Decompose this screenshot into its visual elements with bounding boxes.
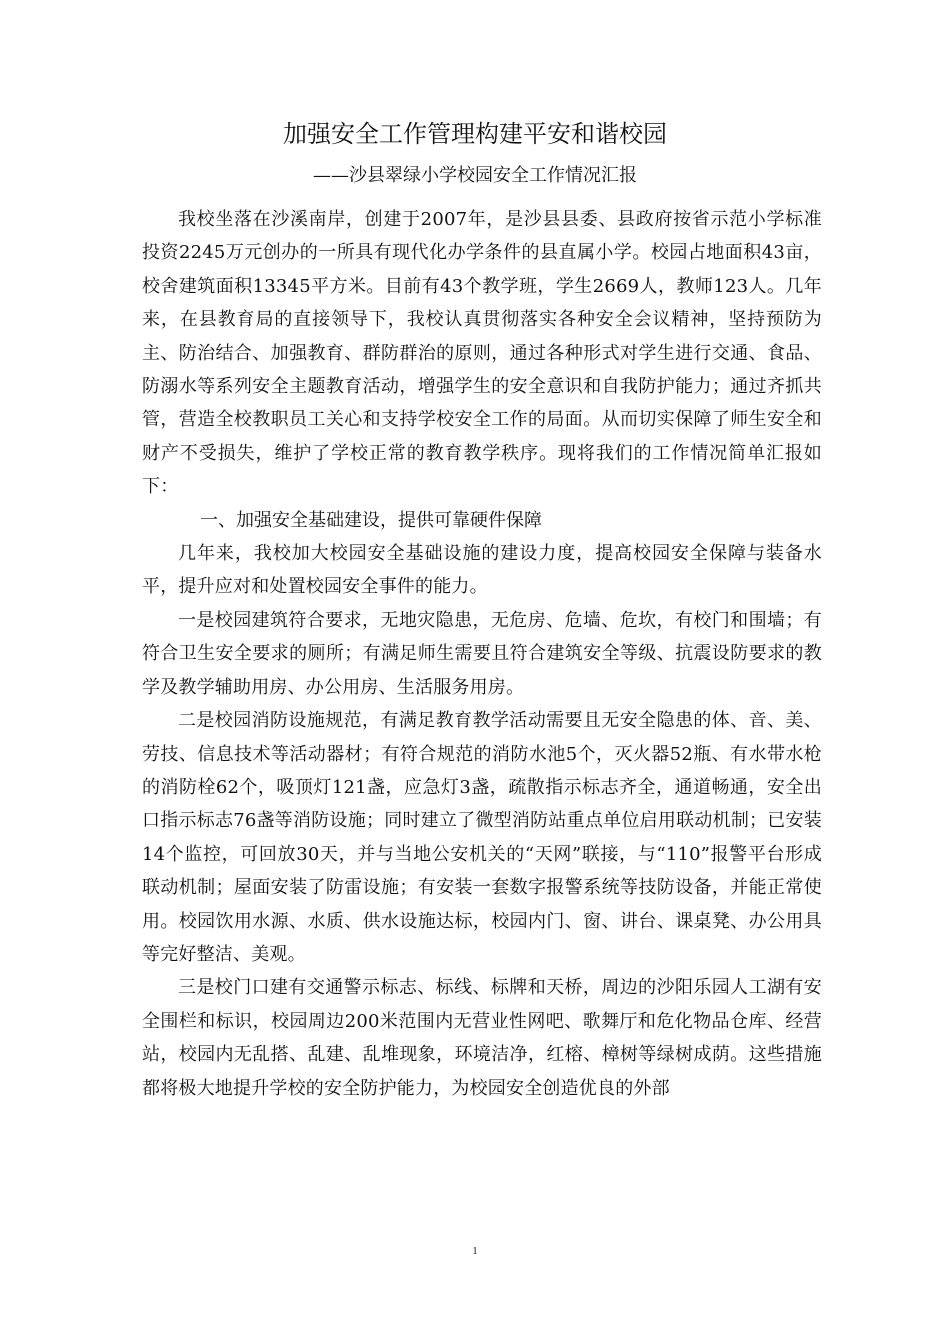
document-subtitle: ——沙县翠绿小学校园安全工作情况汇报	[313, 165, 637, 186]
paragraph-point-3: 三是校门口建有交通警示标志、标线、标牌和天桥，周边的沙阳乐园人工湖有安全围栏和标识，校园周边200米范围内无营业性网吧、歌舞厅和危化物品仓库、经营站，校园内无乱搭、乱建、乱堆现象，环境洁净，红榕、樟树等绿树成荫。这些措施都将极大地提升学校的安全防护能力，为校园安全创造优良的外部	[142, 977, 822, 1099]
section-heading-1: 一、加强安全基础建设，提供可靠硬件保障	[200, 509, 542, 531]
document-title: 加强安全工作管理构建平安和谐校园	[283, 120, 667, 148]
paragraph-intro: 我校坐落在沙溪南岸，创建于2007年，是沙县县委、县政府按省示范小学标准投资2245万元创办的一所具有现代化办学条件的县直属小学。校园占地面积43亩，校舍建筑面积13345平方米。目前有43个教学班，学生2669人，教师123人。几年来，在县教育局的直接领导下，我校认真贯彻落实各种安全会议精神，坚持预防为主、防治结合、加强教育、群防群治的原则，通过各种形式对学生进行交通、食品、防溺水等系列安全主题教育活动，增强学生的安全意识和自我防护能力；通过齐抓共管，营造全校教职员工关心和支持学校安全工作的局面。从而切实保障了师生安全和财产不受损失，维护了学校正常的教育教学秩序。现将我们的工作情况简单汇报如下：	[142, 209, 822, 498]
paragraph-section-1-intro: 几年来，我校加大校园安全基础设施的建设力度，提高校园安全保障与装备水平，提升应对和处置校园安全事件的能力。	[142, 543, 822, 598]
document-body	[142, 203, 822, 1105]
page-number: 1	[472, 1245, 478, 1257]
paragraph-point-2: 二是校园消防设施规范，有满足教育教学活动需要且无安全隐患的体、音、美、劳技、信息技术等活动器材；有符合规范的消防水池5个，灭火器52瓶、有水带水枪的消防栓62个，吸顶灯121盏，应急灯3盏，疏散指示标志齐全，通道畅通，安全出口指示标志76盏等消防设施；同时建立了微型消防站重点单位启用联动机制；已安装14个监控，可回放30天，并与当地公安机关的“天网”联接，与“110”报警平台形成联动机制；屋面安装了防雷设施；有安装一套数字报警系统等技防设备，并能正常使用。校园饮用水源、水质、供水设施达标，校园内门、窗、讲台、课桌凳、办公用具等完好整洁、美观。	[142, 710, 822, 965]
paragraph-point-1: 一是校园建筑符合要求，无地灾隐患，无危房、危墙、危坎，有校门和围墙；有符合卫生安全要求的厕所；有满足师生需要且符合建筑安全等级、抗震设防要求的教学及教学辅助用房、办公用房、生活服务用房。	[142, 609, 822, 698]
